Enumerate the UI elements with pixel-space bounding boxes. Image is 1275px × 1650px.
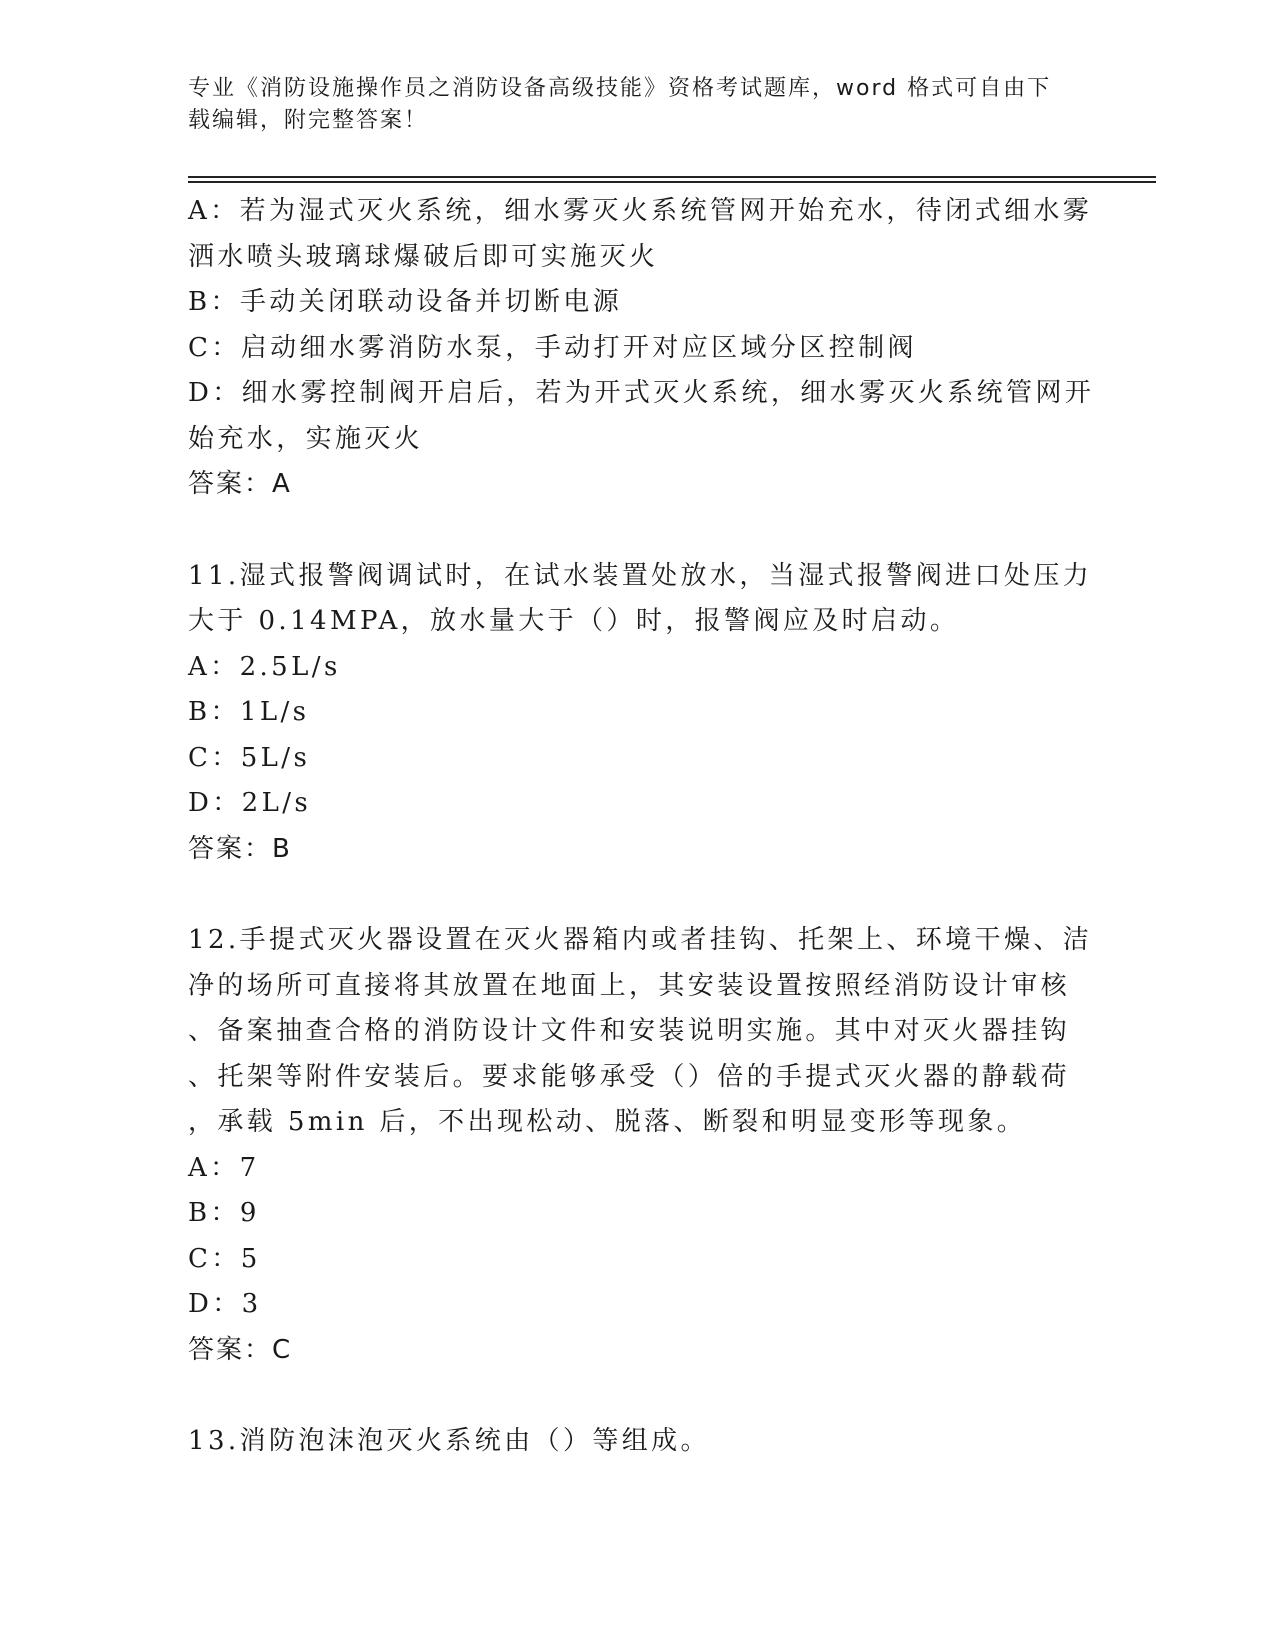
header-line-1: 专业《消防设施操作员之消防设备高级技能》资格考试题库，word 格式可自由下 — [188, 76, 1052, 101]
option-c: C：5L/s — [188, 742, 311, 773]
question-13 — [188, 1419, 1088, 1465]
answer-label: 答案：B — [188, 833, 292, 864]
option-a: A：7 — [188, 1152, 260, 1183]
option-a: A：2.5L/s — [188, 651, 341, 682]
question-stem-line-5: ，承载 5min 后，不出现松动、脱落、断裂和明显变形等现象。 — [188, 1107, 1027, 1137]
question-stem-line-1: 11.湿式报警阀调试时，在试水装置处放水，当湿式报警阀进口处压力 — [188, 560, 1093, 591]
answer-label: 答案：A — [188, 469, 292, 499]
header-divider-bottom — [188, 181, 1156, 183]
option-b: B：1L/s — [188, 697, 310, 727]
spacer — [188, 872, 1088, 918]
option-d-line-1: D：细水雾控制阀开启后，若为开式灭火系统，细水雾灭火系统管网开 — [188, 378, 1095, 408]
question-stem-line-3: 、备案抽查合格的消防设计文件和安装说明实施。其中对灭火器挂钩 — [188, 1016, 1071, 1046]
option-c: C：5 — [188, 1243, 261, 1274]
question-body — [188, 189, 1095, 1465]
option-d: D：2L/s — [188, 788, 312, 818]
spacer — [188, 508, 1088, 554]
question-10-options — [188, 189, 1095, 508]
option-a-line-2: 洒水喷头玻璃球爆破后即可实施灭火 — [188, 241, 659, 272]
question-stem-line-1: 13.消防泡沫泡灭火系统由（）等组成。 — [188, 1426, 710, 1456]
option-d: D：3 — [188, 1289, 262, 1319]
option-b: B：9 — [188, 1198, 260, 1228]
header-line-2: 载编辑，附完整答案！ — [188, 108, 429, 133]
question-stem-line-2: 大于 0.14MPA，放水量大于（）时，报警阀应及时启动。 — [188, 606, 960, 636]
spacer — [188, 1373, 1088, 1419]
option-d-line-2: 始充水，实施灭火 — [188, 423, 424, 454]
option-b: B：手动关闭联动设备并切断电源 — [188, 287, 623, 317]
question-12 — [188, 918, 1093, 1373]
option-a-line-1: A：若为湿式灭火系统，细水雾灭火系统管网开始充水，待闭式细水雾 — [188, 196, 1093, 226]
question-stem-line-2: 净的场所可直接将其放置在地面上，其安装设置按照经消防设计审核 — [188, 970, 1071, 1001]
document-header — [188, 73, 1068, 137]
answer-label: 答案：C — [188, 1334, 293, 1365]
question-11 — [188, 554, 1093, 873]
question-stem-line-4: 、托架等附件安装后。要求能够承受（）倍的手提式灭火器的静载荷 — [188, 1061, 1071, 1092]
option-c: C：启动细水雾消防水泵，手动打开对应区域分区控制阀 — [188, 332, 917, 363]
question-stem-line-1: 12.手提式灭火器设置在灭火器箱内或者挂钩、托架上、环境干燥、洁 — [188, 925, 1093, 955]
header-divider-top — [188, 176, 1156, 178]
